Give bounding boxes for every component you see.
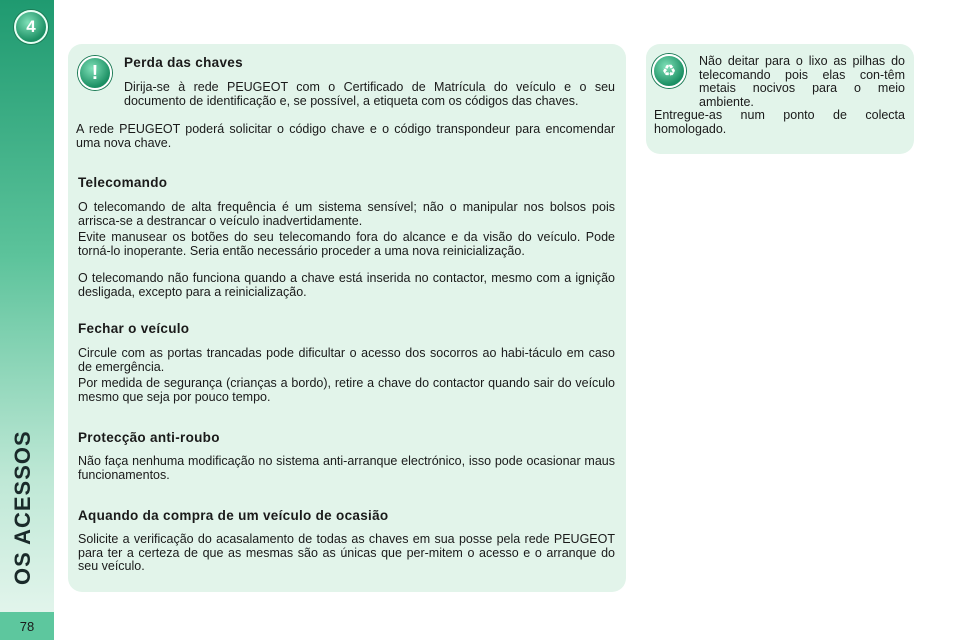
side-text-1: Não deitar para o lixo as pilhas do telecomando pois elas con-têm metais nocivos para o meio ambiente.	[699, 54, 905, 109]
keys-lost-text-1: Dirija-se à rede PEUGEOT com o Certificado de Matrícula do veículo e o seu documento de identificação e, se possível, a etiqueta com os códigos das chaves.	[124, 80, 615, 108]
used-title: Aquando da compra de um veículo de ocasião	[78, 508, 389, 523]
lock-title: Fechar o veículo	[78, 321, 190, 336]
remote-text-2: Evite manusear os botões do seu telecomando fora do alcance e da visão do veículo. Pode torná-lo inoperante. Seria então necessário proceder a uma nova reinicialização.	[78, 230, 615, 258]
environment-icon: ♻	[652, 54, 686, 88]
warning-icon: !	[78, 56, 112, 90]
chapter-title: OS ACESSOS	[10, 430, 35, 585]
used-text-1: Solicite a verificação do acasalamento de todas as chaves em sua posse pela rede PEUGEOT para ter a certeza de que as mesmas são as únicas que per-mitem o acesso e o arranque do seu veículo.	[78, 532, 615, 573]
chapter-sidebar	[0, 0, 54, 640]
main-panel	[68, 44, 626, 592]
keys-lost-text-2: A rede PEUGEOT poderá solicitar o código chave e o código transpondeur para encomendar uma nova chave.	[76, 122, 615, 150]
lock-text-2: Por medida de segurança (crianças a bordo), retire a chave do contactor quando sair do veículo mesmo que seja por pouco tempo.	[78, 376, 615, 404]
side-text-2: Entregue-as num ponto de colecta homologado.	[654, 108, 905, 136]
remote-text-3: O telecomando não funciona quando a chave está inserida no contactor, mesmo com a ignição desligada, excepto para a reinicialização.	[78, 271, 615, 299]
remote-text-1: O telecomando de alta frequência é um sistema sensível; não o manipular nos bolsos pois arrisca-se a destrancar o veículo inadvertidamente.	[78, 200, 615, 228]
remote-title: Telecomando	[78, 175, 168, 190]
keys-lost-title: Perda das chaves	[124, 55, 243, 70]
side-panel	[646, 44, 914, 154]
chapter-badge: 4	[14, 10, 48, 44]
page-number: 78	[0, 612, 54, 640]
lock-text-1: Circule com as portas trancadas pode dificultar o acesso dos socorros ao habi-táculo em caso de emergência.	[78, 346, 615, 374]
antitheft-title: Protecção anti-roubo	[78, 430, 220, 445]
antitheft-text-1: Não faça nenhuma modificação no sistema anti-arranque electrónico, isso pode ocasionar maus funcionamentos.	[78, 454, 615, 482]
